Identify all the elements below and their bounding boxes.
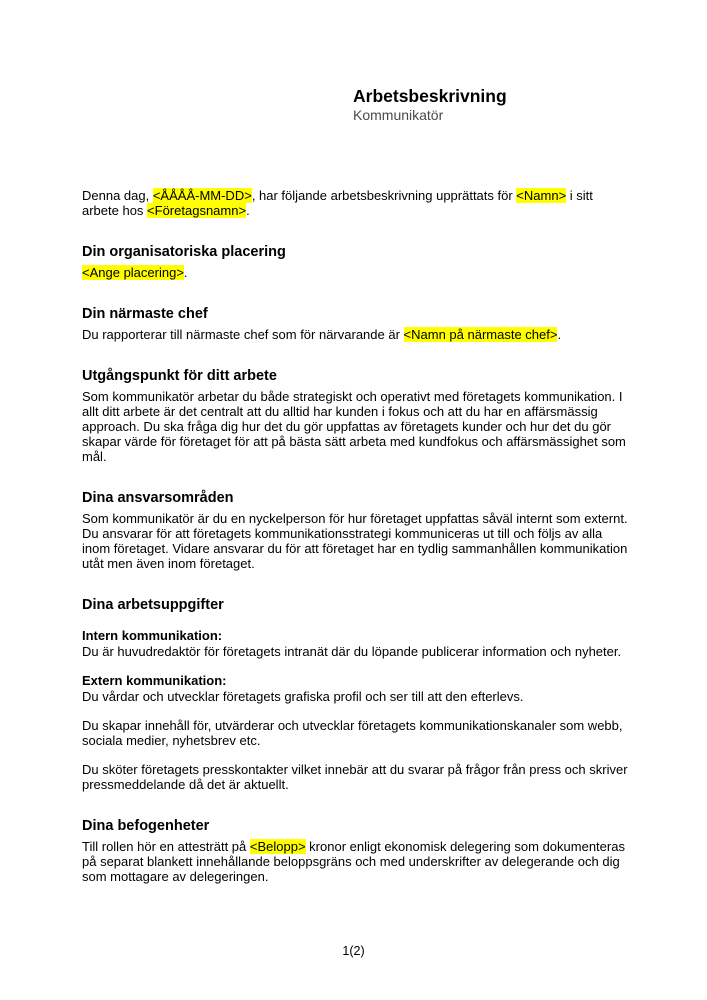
- text-run: Dina befogenheter: [82, 818, 210, 834]
- text-run: Din organisatoriska placering: [82, 244, 286, 260]
- text-run: .: [557, 327, 562, 342]
- text-run: Din närmaste chef: [82, 306, 208, 322]
- page-number: 1(2): [342, 944, 365, 958]
- document-subtitle: Kommunikatör: [353, 107, 444, 123]
- paragraph: [82, 389, 628, 464]
- section-heading: [82, 490, 628, 507]
- text-run: Utgångspunkt för ditt arbete: [82, 368, 277, 384]
- text-run: Denna dag,: [82, 188, 153, 203]
- text-run: .: [183, 265, 188, 280]
- placeholder-highlight: <Företagsnamn>: [147, 203, 247, 218]
- text-run: Extern kommunikation:: [82, 673, 227, 688]
- sub-heading: [82, 673, 628, 688]
- document-body: [82, 188, 628, 898]
- paragraph: [82, 839, 628, 884]
- text-run: Dina arbetsuppgifter: [82, 597, 224, 613]
- placeholder-highlight: <Namn på närmaste chef>: [403, 327, 558, 342]
- text-run: Du är huvudredaktör för företagets intranät där du löpande publicerar information och nyheter.: [82, 644, 622, 659]
- section-heading: [82, 244, 628, 261]
- section-heading: [82, 306, 628, 323]
- paragraph: [82, 689, 628, 704]
- section-heading: [82, 368, 628, 385]
- text-run: Du skapar innehåll för, utvärderar och utvecklar företagets kommunikationskanaler som webb, sociala medier, nyhetsbrev etc.: [82, 718, 623, 748]
- text-run: i sitt arbete hos: [82, 188, 593, 218]
- document-title: Arbetsbeskrivning: [353, 86, 507, 106]
- text-run: Intern kommunikation:: [82, 628, 223, 643]
- paragraph: [82, 188, 628, 218]
- paragraph: [82, 265, 628, 280]
- text-run: Till rollen hör en attesträtt på: [82, 839, 250, 854]
- section-heading: [82, 597, 628, 614]
- text-run: Du rapporterar till närmaste chef som för närvarande är: [82, 327, 404, 342]
- placeholder-highlight: <Belopp>: [249, 839, 306, 854]
- placeholder-highlight: <ÅÅÅÅ-MM-DD>: [152, 188, 252, 203]
- section-heading: [82, 818, 628, 835]
- paragraph: [82, 511, 628, 571]
- text-run: Du sköter företagets presskontakter vilket innebär att du svarar på frågor från press och skriver pressmeddelande då det är aktuellt.: [82, 762, 628, 792]
- document-header: [353, 86, 507, 124]
- placeholder-highlight: <Namn>: [516, 188, 567, 203]
- text-run: kronor enligt ekonomisk delegering som dokumenteras på separat blankett innehållande beloppsgräns och med underskrifter av delegerande och dig som mottagare av delegeringen.: [82, 839, 625, 884]
- text-run: Som kommunikatör är du en nyckelperson för hur företaget uppfattas såväl internt som externt. Du ansvarar för att företagets kommunikationsstrategi kommuniceras ut till och följs av alla inom företaget. Vidare ansvarar du för att företaget har en tydlig sammanhållen kommunikation utåt men även inom företaget.: [82, 511, 628, 571]
- paragraph: [82, 762, 628, 792]
- text-run: .: [246, 203, 250, 218]
- text-run: Du vårdar och utvecklar företagets grafiska profil och ser till att den efterlevs.: [82, 689, 524, 704]
- paragraph: [82, 644, 628, 659]
- document-footer: [0, 944, 707, 959]
- text-run: , har följande arbetsbeskrivning upprättats för: [251, 188, 517, 203]
- text-run: Som kommunikatör arbetar du både strategiskt och operativt med företagets kommunikation. I allt ditt arbete är det centralt att du alltid har kunden i fokus och att du har en affärsmässig approach. Du ska fråga dig hur det du gör uppfattas av företagets kunder och hur det du gör skapar värde för företaget för att på bästa sätt arbeta med kundfokus och affärsmässighet som mål.: [82, 389, 626, 464]
- sub-heading: [82, 628, 628, 643]
- text-run: Dina ansvarsområden: [82, 490, 234, 506]
- paragraph: [82, 327, 628, 342]
- placeholder-highlight: <Ange placering>: [82, 265, 184, 280]
- paragraph: [82, 718, 628, 748]
